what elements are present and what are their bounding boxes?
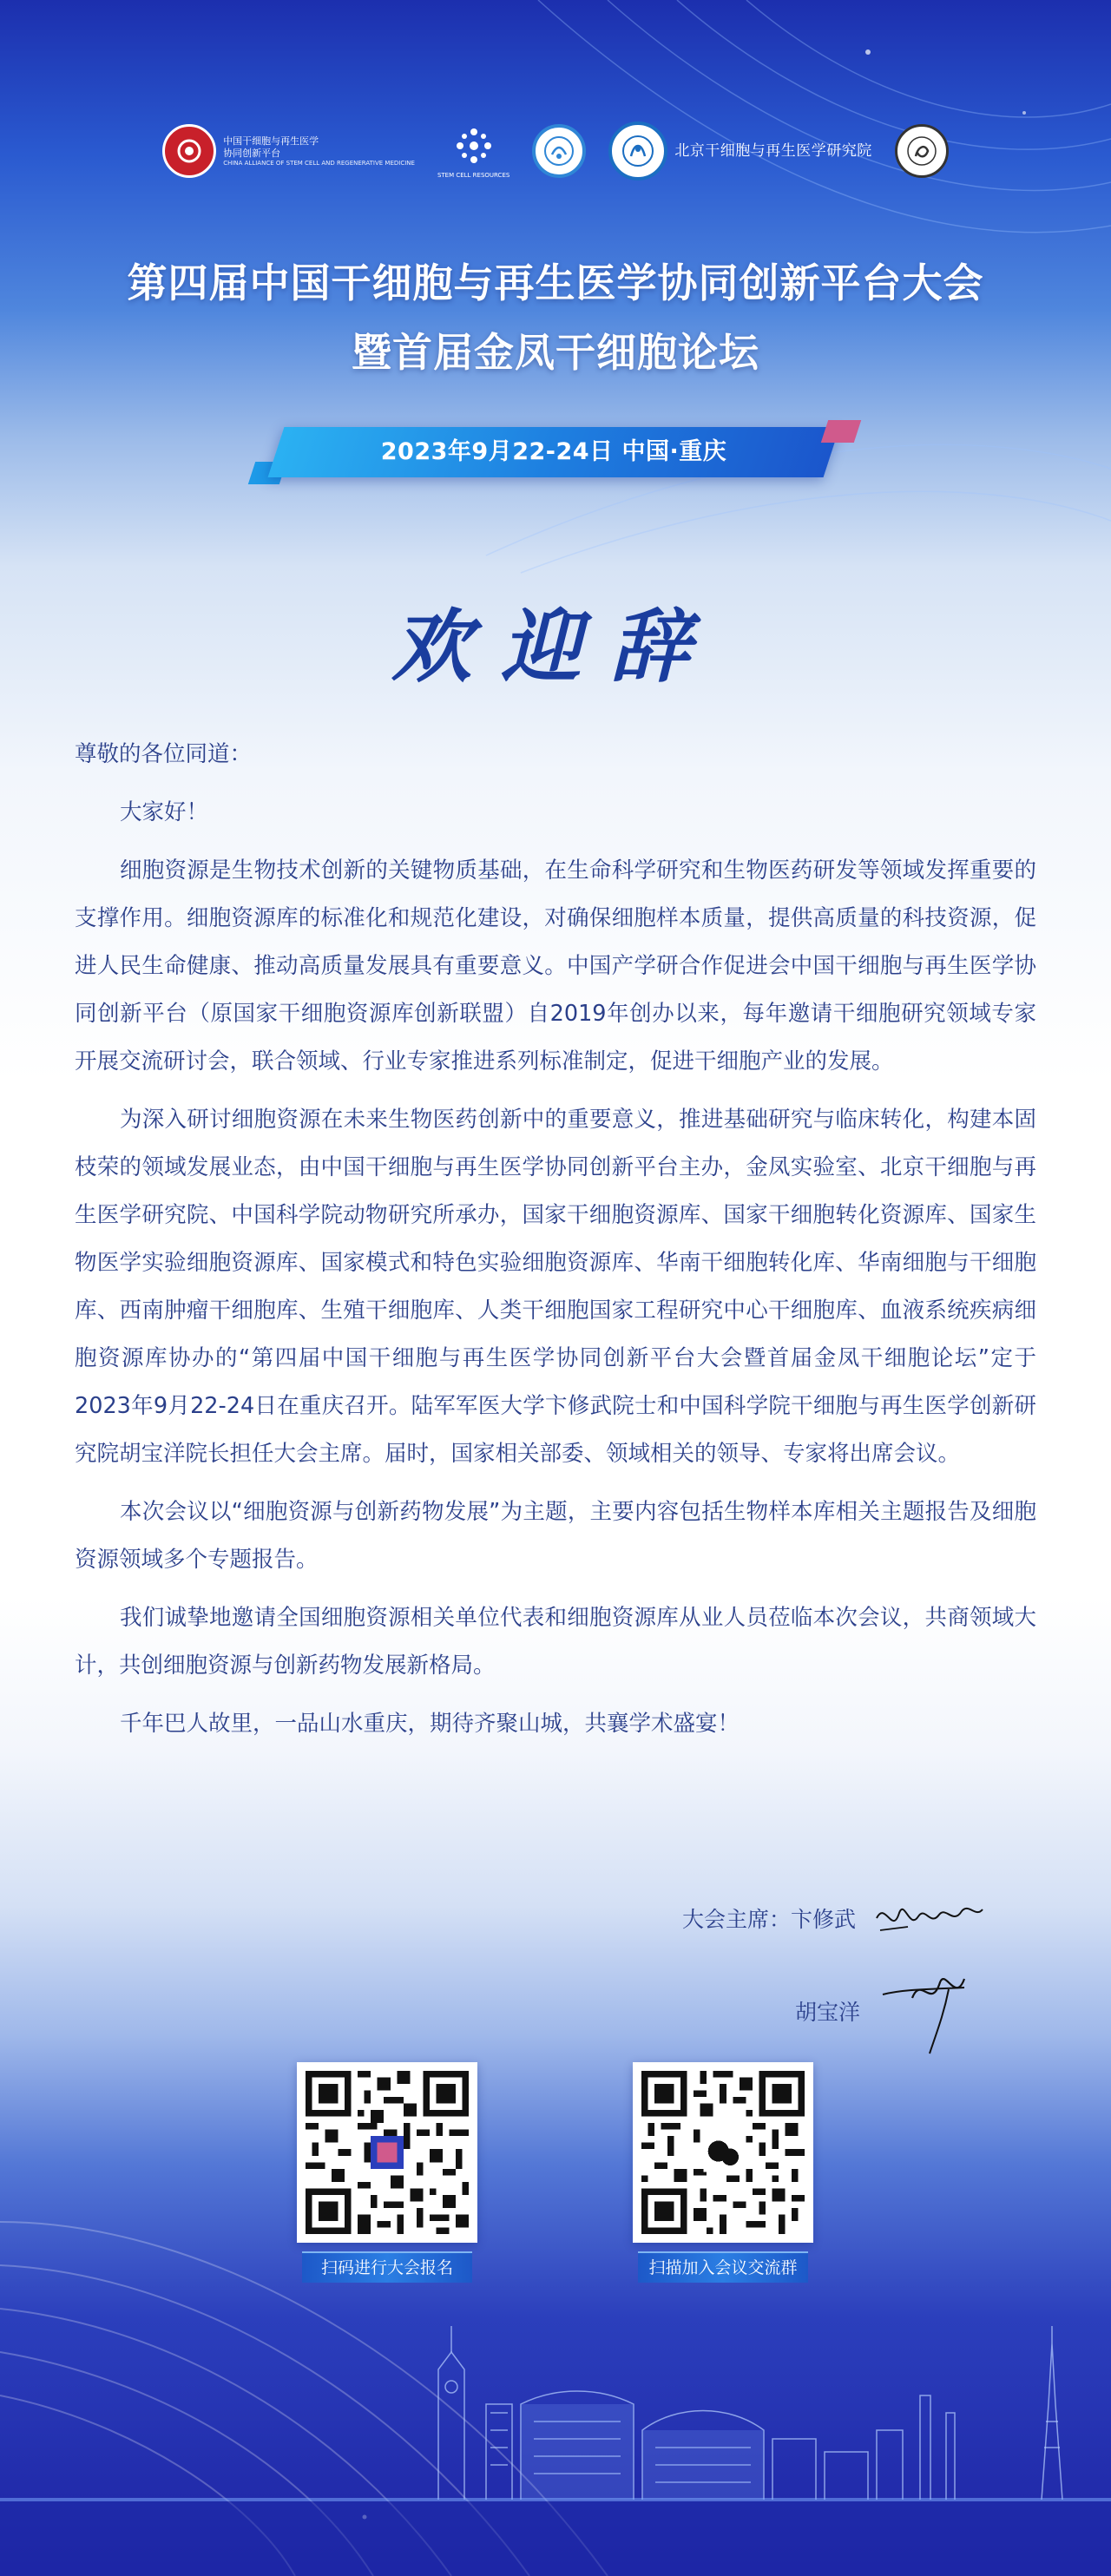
wechat-group-qr-caption: 扫描加入会议交流群 [638,2251,808,2283]
registration-qr-block [297,2062,477,2283]
date-location: 2023年9月22-24日 中国·重庆 [380,438,727,465]
greeting: 大家好！ [120,799,209,825]
sponsor-logos [0,122,1111,181]
wechat-group-qr-block [633,2062,813,2283]
handwritten-signature-2 [878,1963,982,2059]
letter-paragraph: 为深入研讨细胞资源在未来生物医药创新中的重要意义，推进基础研究与临床转化，构建本固枝荣的领域发展业态，由中国干细胞与再生医学协同创新平台主办，金凤实验室、北京干细胞与再生医学研究院、中国科学院动物研究所承办，国家干细胞资源库、国家干细胞转化资源库、国家生物医学实验细胞资源库、国家模式和特色实验细胞资源库、华南干细胞转化库、华南细胞与干细胞库、西南肿瘤干细胞库、生殖干细胞库、人类干细胞国家工程研究中心干细胞库、血液系统疾病细胞资源库协办的“第四届中国干细胞与再生医学协同创新平台大会暨首届金凤干细胞论坛”定于2023年9月22-24日在重庆召开。陆军军医大学卞修武院士和中国科学院干细胞与再生医学创新研究院胡宝洋院长担任大会主席。届时，国家相关部委、领域相关的领导、专家将出席会议。 [75,1107,1036,1467]
institute-seal-icon [532,124,586,178]
university-seal-icon [895,124,949,178]
cell-resources-icon [451,123,496,168]
logo-stem-cell-platform [162,124,415,178]
second-name: 胡宝洋 [795,2000,861,2025]
logo4-text: 北京干细胞与再生医学研究院 [674,142,872,160]
logo-university-seal [895,124,949,178]
logo-stem-cell-resources [437,123,509,179]
beijing-institute-seal-icon [608,122,667,181]
city-skyline-illustration [0,2274,1111,2576]
letter-paragraph: 本次会议以“细胞资源与创新药物发展”为主题，主要内容包括生物样本库相关主题报告及细胞资源领域多个专题报告。 [75,1499,1036,1573]
letter-paragraph: 细胞资源是生物技术创新的关键物质基础，在生命科学研究和生物医药研发等领域发挥重要的支撑作用。细胞资源库的标准化和规范化建设，对确保细胞样本质量，提供高质量的科技资源，促进人民生命健康、推动高质量发展具有重要意义。中国产学研合作促进会中国干细胞与再生医学协同创新平台（原国家干细胞资源库创新联盟）自2019年创办以来，每年邀请干细胞研究领域专家开展交流研讨会，联合领域、行业专家推进系列标准制定，促进干细胞产业的发展。 [75,858,1036,1074]
logo1-line1: 中国干细胞与再生医学 [223,135,319,147]
chair-label: 大会主席：卞修武 [682,1907,857,1932]
letter-paragraph: 千年巴人故里，一品山水重庆，期待齐聚山城，共襄学术盛宴！ [120,1711,740,1737]
registration-qr-code[interactable] [297,2062,477,2243]
letter-paragraph: 我们诚挚地邀请全国细胞资源相关单位代表和细胞资源库从业人员莅临本次会议，共商领域大计，共创细胞资源与创新药物发展新格局。 [75,1605,1036,1679]
qr-code-icon [306,2071,469,2234]
logo2-text: STEM CELL RESOURCES [437,172,510,179]
second-signature-row [795,1963,982,2059]
platform-emblem-icon [162,124,216,178]
chair-signature-row [682,1892,986,1944]
registration-qr-caption: 扫码进行大会报名 [302,2251,472,2283]
wechat-group-qr-code[interactable] [633,2062,813,2243]
logo1-line2: 协同创新平台 [223,147,281,159]
logo1-sub: CHINA ALLIANCE OF STEM CELL AND REGENERATIVE MEDICINE [223,159,415,167]
conference-title-line1: 第四届中国干细胞与再生医学协同创新平台大会 [127,260,984,306]
handwritten-signature-1 [873,1892,986,1944]
welcome-letter [75,731,1036,1758]
logo-beijing-institute [608,122,872,181]
salutation: 尊敬的各位同道： [75,741,253,767]
qr-code-icon [641,2071,805,2234]
conference-title-line2: 暨首届金凤干细胞论坛 [352,329,759,376]
welcome-heading: 欢迎辞 [391,600,720,693]
logo-institute-seal [532,124,586,178]
